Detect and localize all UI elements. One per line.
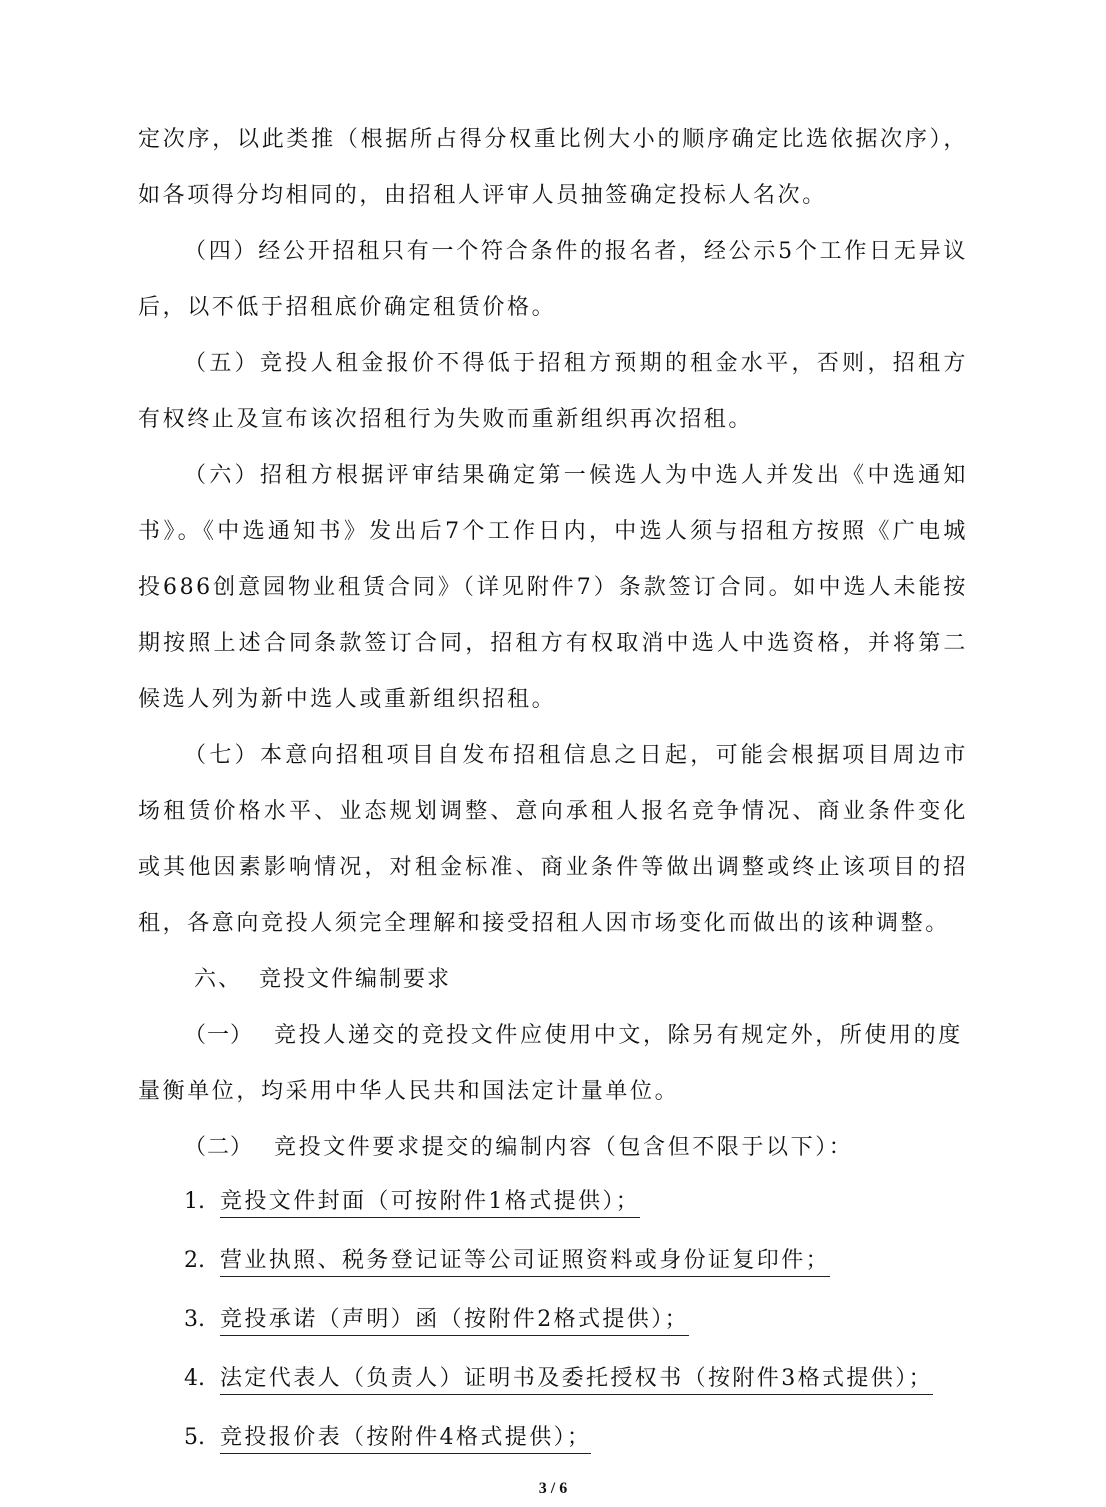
page-number: 3 / 6 [538,1480,568,1497]
list-item-number: 5. [184,1425,205,1450]
list-item [184,1188,968,1215]
list-item [184,1365,968,1392]
section-title: 竞投文件编制要求 [259,967,452,992]
list-item-number: 3. [184,1307,205,1332]
section-heading [194,952,968,1008]
subsection-2-number: （二） [184,1135,254,1160]
requirements-list [138,1188,968,1451]
list-item [184,1247,968,1274]
paragraph-item-4: （四）经公开招租只有一个符合条件的报名者，经公示5个工作日无异议后，以不低于招租底价确定租赁价格。 [138,239,968,320]
paragraph-item-5: （五）竞投人租金报价不得低于招租方预期的租金水平，否则，招租方有权终止及宣布该次招租行为失败而重新组织再次招租。 [138,351,968,432]
paragraph-item-6: （六）招租方根据评审结果确定第一候选人为中选人并发出《中选通知书》。《中选通知书》发出后7个工作日内，中选人须与招租方按照《广电城投686创意园物业租赁合同》（详见附件7）条款签订合同。如中选人未能按期按照上述合同条款签订合同，招租方有权取消中选人中选资格，并将第二候选人列为新中选人或重新组织招租。 [138,463,968,712]
list-item-text: 竞投文件封面（可按附件1格式提供）； [220,1189,640,1218]
subsection-1-text: 竞投人递交的竞投文件应使用中文，除另有规定外，所使用的度量衡单位，均采用中华人民共和国法定计量单位。 [138,1023,963,1104]
list-item-number: 4. [184,1366,205,1391]
list-item-text: 竞投报价表（按附件4格式提供）； [220,1425,591,1454]
list-item [184,1424,968,1451]
document-body [138,112,968,1483]
subsection-1-number: （一） [184,1023,254,1048]
list-item [184,1306,968,1333]
list-item-number: 2. [184,1248,205,1273]
list-item-text: 营业执照、税务登记证等公司证照资料或身份证复印件； [220,1248,830,1277]
paragraph-continuation: 定次序，以此类推（根据所占得分权重比例大小的顺序确定比选依据次序），如各项得分均相同的，由招租人评审人员抽签确定投标人名次。 [138,127,968,208]
subsection-2 [138,1120,968,1176]
paragraph-item-7: （七）本意向招租项目自发布招租信息之日起，可能会根据项目周边市场租赁价格水平、业态规划调整、意向承租人报名竞争情况、商业条件变化或其他因素影响情况，对租金标准、商业条件等做出调整或终止该项目的招租，各意向竞投人须完全理解和接受招租人因市场变化而做出的该种调整。 [138,743,968,936]
section-number: 六、 [194,967,243,992]
subsection-2-text: 竞投文件要求提交的编制内容（包含但不限于以下）： [274,1135,854,1160]
subsection-1 [138,1008,968,1120]
list-item-text: 法定代表人（负责人）证明书及委托授权书（按附件3格式提供）； [220,1366,933,1395]
list-item-text: 竞投承诺（声明）函（按附件2格式提供）； [220,1307,689,1336]
list-item-number: 1. [184,1189,205,1214]
